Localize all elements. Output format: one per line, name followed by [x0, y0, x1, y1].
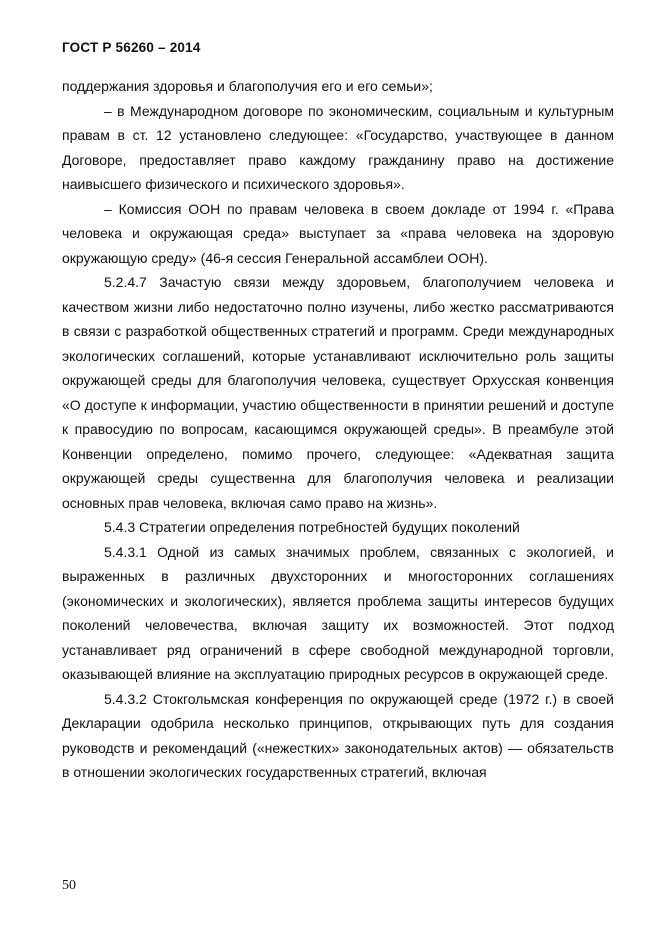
- paragraph-5-2-4-7: 5.2.4.7 Зачастую связи между здоровьем, благополучием человека и качеством жизни либо недостаточно полно изучены, либо жестко рассматриваются в связи с разработкой общественных стратегий и программ. Среди международных экологических соглашений, которые устанавливают исключительно роль защиты окружающей среды для благополучия человека, существует Орхусская конвенция «О доступе к информации, участию общественности в принятии решений и доступе к правосудию по вопросам, касающимся окружающей среды». В преамбуле этой Конвенции определено, помимо прочего, следующее: «Адекватная защита окружающей среды существенна для благополучия человека и реализации основных прав человека, включая само право на жизнь».: [62, 274, 614, 511]
- section-heading-5-4-3: 5.4.3 Стратегии определения потребностей будущих поколений: [104, 519, 520, 535]
- paragraph-5-4-3-1: 5.4.3.1 Одной из самых значимых проблем, связанных с экологией, и выраженных в различных двухсторонних и многосторонних соглашениях (экономических и экологических), является проблема защиты интересов будущих поколений человечества, включая защиту их возможностей. Этот подход устанавливает ряд ограничений в сфере свободной международной торговли, оказывающей влияние на эксплуатацию природных ресурсов в окружающей среде.: [62, 543, 614, 682]
- paragraph-un-commission: – Комиссия ООН по правам человека в своем докладе от 1994 г. «Права человека и окружающая среда» выступает за «права человека на здоровую окружающую среду» (46-я сессия Генеральной ассамблеи ООН).: [62, 200, 614, 266]
- document-body: [62, 74, 614, 785]
- standard-header: ГОСТ Р 56260 – 2014: [62, 40, 201, 55]
- paragraph-continuation: поддержания здоровья и благополучия его и его семьи»;: [62, 78, 433, 94]
- page-number: 50: [62, 878, 76, 893]
- paragraph-covenant: – в Международном договоре по экономическим, социальным и культурным правам в ст. 12 установлено следующее: «Государство, участвующее в данном Договоре, предоставляет право каждому гражданину право на достижение наивысшего физического и психического здоровья».: [62, 102, 614, 192]
- paragraph-5-4-3-2: 5.4.3.2 Стокгольмская конференция по окружающей среде (1972 г.) в своей Декларации одобрила несколько принципов, открывающих путь для создания руководств и рекомендаций («нежестких» законодательных актов) — обязательств в отношении экологических государственных стратегий, включая: [62, 690, 614, 780]
